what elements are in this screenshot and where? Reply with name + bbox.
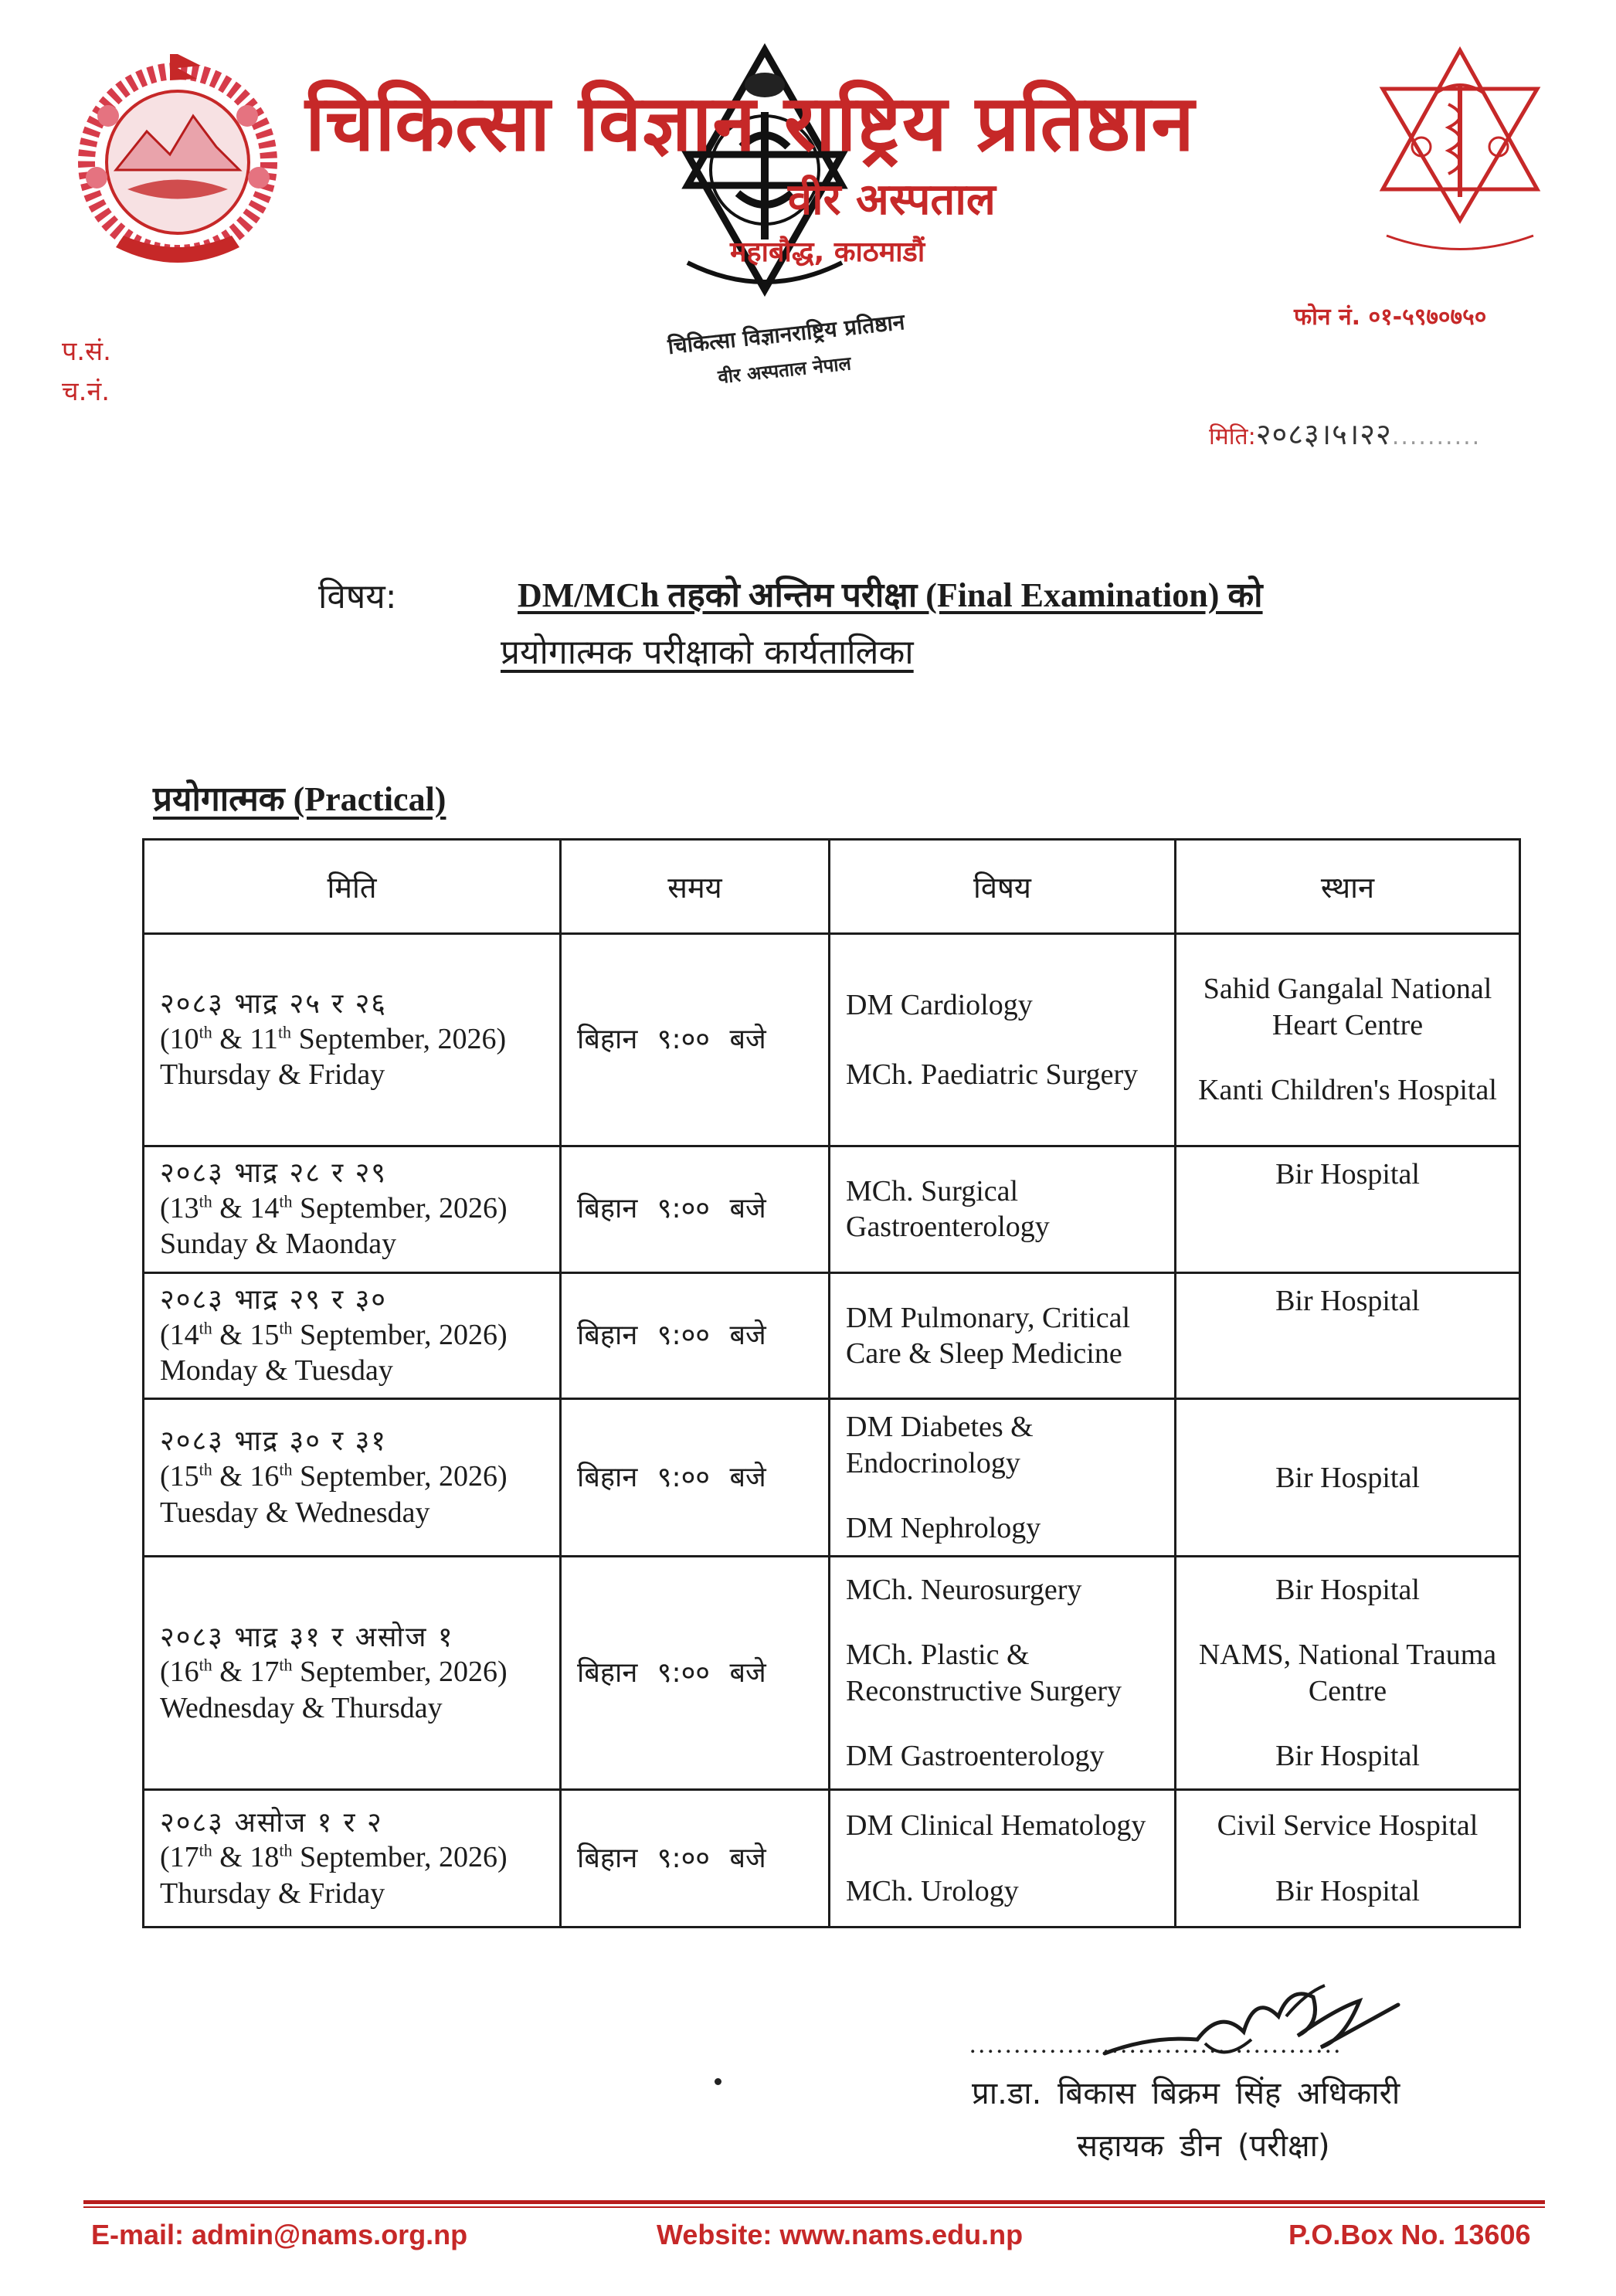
venue-item: Bir Hospital xyxy=(1275,1740,1420,1773)
weekdays: Wednesday & Thursday xyxy=(160,1691,443,1724)
column-header-time: समय xyxy=(561,840,830,934)
section-heading: प्रयोगात्मक (Practical) xyxy=(153,780,446,818)
table-row xyxy=(144,1557,1520,1790)
venue-cell xyxy=(1176,1272,1520,1399)
subject-item: DM Diabetes & Endocrinology xyxy=(846,1411,1034,1479)
column-header-venue: स्थान xyxy=(1176,840,1520,934)
subject-item: DM Clinical Hematology xyxy=(846,1809,1146,1843)
date-nepali: २०८३ भाद्र ३० र ३१ xyxy=(160,1425,388,1458)
exam-schedule-table xyxy=(142,838,1521,1928)
venue-item: Bir Hospital xyxy=(1275,1874,1420,1907)
venue-cell xyxy=(1176,934,1520,1146)
venue-item: Sahid Gangalal National Heart Centre xyxy=(1203,973,1492,1041)
table-row xyxy=(144,1399,1520,1557)
time-cell: बिहान ९:०० बजे xyxy=(561,1399,830,1557)
time-cell: बिहान ९:०० बजे xyxy=(561,934,830,1146)
subject-line-1: DM/MCh तहको अन्तिम परीक्षा (Final Examination) को xyxy=(518,576,1263,614)
date-label: मिति: xyxy=(1209,423,1256,450)
seal-text-2: वीर अस्पताल नेपाल xyxy=(717,352,853,389)
subject-item: MCh. Plastic & Reconstructive Surgery xyxy=(846,1639,1122,1707)
date-english: (16th & 17th September, 2026) xyxy=(160,1655,508,1689)
column-header-subject: विषय xyxy=(830,840,1176,934)
footer-divider xyxy=(83,2200,1545,2204)
org-name: चिकित्सा विज्ञान राष्ट्रिय प्रतिष्ठान xyxy=(305,78,1195,168)
subject-cell xyxy=(830,934,1176,1146)
footer-email: E-mail: admin@nams.org.np xyxy=(91,2219,468,2250)
reference-number-label: प.सं. xyxy=(62,336,111,367)
date-cell xyxy=(144,1272,561,1399)
column-header-date: मिति xyxy=(144,840,561,934)
letter-date xyxy=(1209,413,1481,453)
subject-item: MCh. Paediatric Surgery xyxy=(846,1058,1139,1091)
signature-dotted-line: .......................................... xyxy=(969,2030,1343,2059)
hospital-address: महाबौद्ध, काठमाडौं xyxy=(730,236,925,268)
date-dots: .......... xyxy=(1391,423,1482,450)
dispatch-number-label: च.नं. xyxy=(62,376,110,407)
subject-cell xyxy=(830,1399,1176,1557)
footer-divider-thin xyxy=(83,2206,1545,2208)
venue-item: NAMS, National Trauma Centre xyxy=(1198,1639,1497,1707)
date-cell xyxy=(144,1790,561,1927)
date-nepali: २०८३ भाद्र २९ र ३० xyxy=(160,1283,388,1316)
subject-cell xyxy=(830,1146,1176,1273)
date-english: (15th & 16th September, 2026) xyxy=(160,1459,508,1493)
signer-title: सहायक डीन (परीक्षा) xyxy=(1077,2128,1330,2164)
date-nepali: २०८३ भाद्र २८ र २९ xyxy=(160,1157,388,1189)
venue-item: Bir Hospital xyxy=(1275,1158,1420,1190)
table-row xyxy=(144,1790,1520,1927)
weekdays: Monday & Tuesday xyxy=(160,1353,393,1387)
date-english: (10th & 11th September, 2026) xyxy=(160,1021,507,1055)
subject-line-2: प्रयोगात्मक परीक्षाको कार्यतालिका xyxy=(501,633,914,672)
subject-item: DM Gastroenterology xyxy=(846,1740,1105,1773)
time-cell: बिहान ९:०० बजे xyxy=(561,1272,830,1399)
subject-cell xyxy=(830,1557,1176,1790)
hospital-name: वीर अस्पताल xyxy=(788,175,996,225)
seal-text-1: चिकित्सा विज्ञानराष्ट्रिय प्रतिष्ठान xyxy=(666,309,906,360)
subject-item: MCh. Surgical Gastroenterology xyxy=(846,1174,1050,1244)
subject-label: विषय: xyxy=(318,577,397,616)
venue-cell xyxy=(1176,1557,1520,1790)
date-nepali: २०८३ असोज १ र २ xyxy=(160,1806,383,1839)
date-cell xyxy=(144,1146,561,1273)
date-english: (17th & 18th September, 2026) xyxy=(160,1840,508,1874)
weekdays: Tuesday & Wednesday xyxy=(160,1496,430,1529)
time-cell: बिहान ९:०० बजे xyxy=(561,1146,830,1273)
venue-cell xyxy=(1176,1399,1520,1557)
footer-website: Website: www.nams.edu.np xyxy=(657,2219,1024,2250)
venue-cell xyxy=(1176,1146,1520,1273)
venue-item: Kanti Children's Hospital xyxy=(1198,1074,1497,1107)
date-nepali: २०८३ भाद्र ३१ र असोज १ xyxy=(160,1621,454,1653)
venue-item: Bir Hospital xyxy=(1275,1574,1420,1607)
time-cell: बिहान ९:०० बजे xyxy=(561,1790,830,1927)
date-nepali: २०८३ भाद्र २५ र २६ xyxy=(160,987,388,1020)
date-english: (14th & 15th September, 2026) xyxy=(160,1317,508,1351)
table-row xyxy=(144,934,1520,1146)
date-value: २०८३।५।२२ xyxy=(1255,417,1392,451)
venue-cell xyxy=(1176,1790,1520,1927)
footer-pobox: P.O.Box No. 13606 xyxy=(1288,2219,1531,2250)
nepal-emblem-icon xyxy=(62,54,294,278)
subject-item: MCh. Neurosurgery xyxy=(846,1574,1082,1607)
date-cell xyxy=(144,934,561,1146)
handwritten-signature-icon xyxy=(1089,1962,1414,2078)
time-cell: बिहान ९:०० बजे xyxy=(561,1557,830,1790)
subject-item: MCh. Urology xyxy=(846,1874,1019,1907)
subject-item: DM Cardiology xyxy=(846,988,1033,1021)
nams-emblem-icon xyxy=(1363,42,1557,263)
weekdays: Sunday & Maonday xyxy=(160,1228,397,1261)
ink-speck xyxy=(715,2078,721,2085)
phone-number: फोन नं. ०१-५९७०७५० xyxy=(1294,304,1487,331)
date-cell xyxy=(144,1557,561,1790)
subject-cell xyxy=(830,1272,1176,1399)
table-header-row xyxy=(144,840,1520,934)
subject-cell xyxy=(830,1790,1176,1927)
subject-item: DM Pulmonary, Critical Care & Sleep Medicine xyxy=(846,1301,1130,1370)
table-row xyxy=(144,1272,1520,1399)
venue-item: Bir Hospital xyxy=(1275,1461,1420,1494)
subject-item: DM Nephrology xyxy=(846,1511,1041,1544)
venue-item: Civil Service Hospital xyxy=(1217,1809,1479,1843)
weekdays: Thursday & Friday xyxy=(160,1058,385,1091)
signer-name: प्रा.डा. बिकास बिक्रम सिंह अधिकारी xyxy=(972,2076,1400,2111)
date-cell xyxy=(144,1399,561,1557)
venue-item: Bir Hospital xyxy=(1275,1284,1420,1317)
date-english: (13th & 14th September, 2026) xyxy=(160,1191,508,1224)
weekdays: Thursday & Friday xyxy=(160,1877,385,1910)
table-row xyxy=(144,1146,1520,1273)
